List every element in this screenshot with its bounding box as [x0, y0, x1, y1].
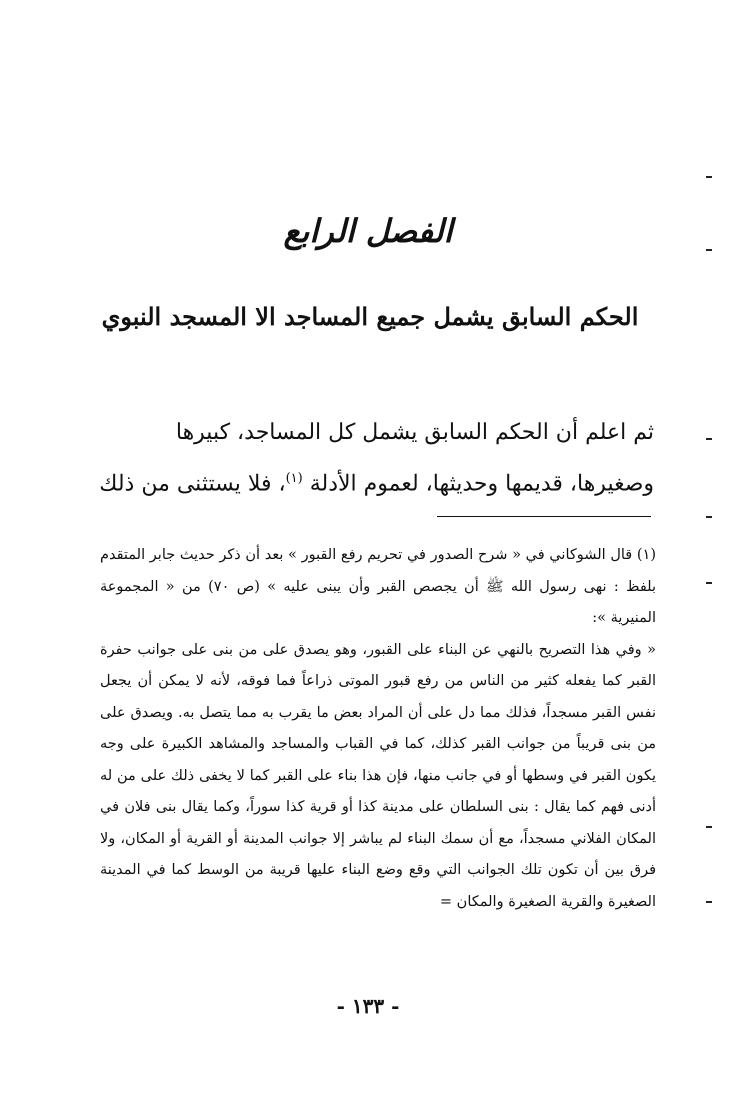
margin-mark	[706, 516, 712, 518]
body-line-1: ثم اعلم أن الحكم السابق يشمل كل المساجد، كبيرها	[175, 420, 654, 445]
chapter-title: الفصل الرابع	[283, 212, 453, 250]
body-line-2-start: وصغيرها، قديمها وحديثها، لعموم الأدلة	[309, 471, 654, 497]
margin-mark	[706, 582, 712, 584]
page-number: - ١٣٣ -	[336, 994, 400, 1018]
footnote-reference: (١)	[285, 471, 303, 486]
margin-mark	[706, 901, 712, 903]
footnote-paragraph-2: « وفي هذا التصريح بالنهي عن البناء على القبور، وهو يصدق على من بنى على جوانب حفرة القبر كما يفعله كثير من الناس من رفع قبور الموتى ذراعاً فما فوقه، لأنه لا يمكن أن يجعل نفس القبر مسجداً، فذلك مما دل على أن المراد بعض ما يقرب به مما يتصل به. ويصدق على من بنى قريباً من جوانب القبر كذلك، كما في القباب والمساجد والمشاهد الكبيرة على وجه يكون القبر في وسطها أو في جانب منها، فإن هذا بناء على القبر كما لا يخفى ذلك على من له أدنى فهم كما يقال : بنى السلطان على مدينة كذا أو قرية كذا سوراً، وكما يقال بنى فلان في المكان الفلاني مسجداً، مع أن سمك البناء لم يباشر إلا جوانب المدينة أو القرية أو المكان، ولا فرق بين أن تكون تلك الجوانب التي وقع وضع البناء عليها قريبة من الوسط كما في المدينة الصغيرة والقرية الصغيرة والمكان =	[100, 641, 656, 910]
footnote-block	[100, 540, 656, 918]
margin-mark	[706, 826, 712, 828]
body-paragraph	[96, 410, 654, 507]
margin-mark	[706, 438, 712, 440]
body-line-2-end: ، فلا يستثنى من ذلك	[99, 471, 286, 497]
margin-mark	[706, 249, 712, 251]
section-heading: الحكم السابق يشمل جميع المساجد الا المسجد النبوي	[101, 302, 639, 331]
margin-mark	[706, 176, 712, 178]
footnote-paragraph-1: (١) قال الشوكاني في « شرح الصدور في تحريم رفع القبور » بعد أن ذكر حديث جابر المتقدم بلفظ : نهى رسول الله ﷺ أن يجصص القبر وأن يبنى عليه » (ص ٧٠) من « المجموعة المنيرية »:	[100, 547, 656, 626]
footnote-separator	[437, 516, 651, 517]
body-line-2	[96, 456, 654, 507]
